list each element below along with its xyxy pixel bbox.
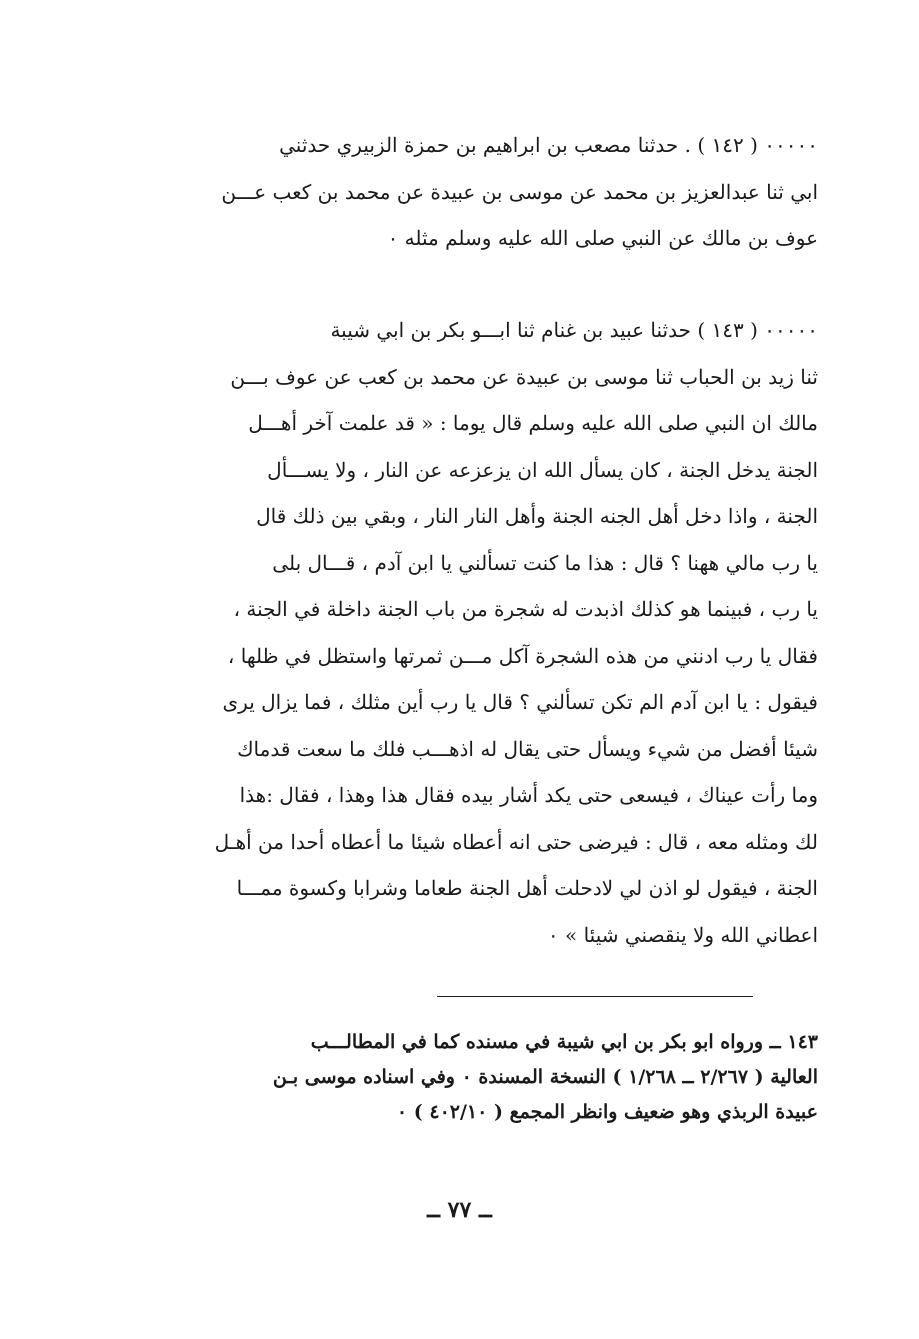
text-line: فقال يا رب ادنني من هذه الشجرة آكل مـــن ثمرتها واستظل في ظلها ، [227,643,818,668]
footnote-line: ١٤٣ ــ ورواه ابو بكر بن ابي شيبة في مسنده كما في المطالـــب [310,1031,818,1053]
text-line: شيئا أفضل من شيء ويسأل حتى يقال له اذهـــب فلك ما سعت قدماك [237,736,818,761]
text-line: ٠٠٠٠٠ ( ١٤٣ ) حدثنا عبيد بن غنام ثنا ابـــو بكر بن ابي شيبة [330,318,818,342]
text-line: يا رب مالي ههنا ؟ قال : هذا ما كنت تسألني يا ابن آدم ، قـــال بلى [272,550,818,575]
text-line: اعطاني الله ولا ينقصني شيئا » ٠ [547,922,818,947]
page-number: ــ ٧٧ ــ [427,1197,492,1223]
text-line: لك ومثله معه ، قال : فيرضى حتى انه أعطاه شيئا ما أعطاه أحدا من أهـل [214,829,818,854]
footnote-line: العالية ( ٢/٢٦٧ ــ ١/٢٦٨ ) النسخة المسندة ٠ وفي اسناده موسى بـن [272,1066,818,1088]
text-line: فيقول : يا ابن آدم الم تكن تسألني ؟ قال يا رب أين مثلك ، فما يزال يرى [222,690,818,714]
text-line: الجنة يدخل الجنة ، كان يسأل الله ان يزعزعه عن النار ، ولا يســـأل [267,457,818,482]
text-line: ٠٠٠٠٠ ( ١٤٢ ) . حدثنا مصعب بن ابراهيم بن حمزة الزبيري حدثني [279,133,818,157]
footnote-line: عبيدة الربذي وهو ضعيف وانظر المجمع ( ٤٠٢/١٠ ) ٠ [396,1101,818,1123]
text-line: مالك ان النبي صلى الله عليه وسلم قال يوما : « قد علمت آخر أهـــل [248,411,818,435]
hadith-142-paragraph [108,122,818,262]
text-line: الجنة ، فيقول لو اذن لي لادحلت أهل الجنة طعاما وشرابا وكسوة ممـــا [236,876,818,900]
hadith-143-paragraph [108,307,818,958]
text-line: الجنة ، واذا دخل أهل الجنه الجنة وأهل النار النار ، وبقي بين ذلك قال [256,504,818,528]
text-line: يا رب ، فبينما هو كذلك اذبدت له شجرة من باب الجنة داخلة في الجنة ، [233,597,818,621]
footnote-divider [437,996,753,997]
text-line: وما رأت عيناك ، فيسعى حتى يكد أشار بيده فقال هذا وهذا ، فقال :هذا [239,783,818,807]
text-line: عوف بن مالك عن النبي صلى الله عليه وسلم مثله ٠ [387,226,818,250]
footnote [108,1025,818,1130]
text-line: ابي ثنا عبدالعزيز بن محمد عن موسى بن عبيدة عن محمد بن كعب عـــن [221,179,818,204]
text-line: ثنا زيد بن الحباب ثنا موسى بن عبيدة عن محمد بن كعب عن عوف بـــن [230,364,818,389]
